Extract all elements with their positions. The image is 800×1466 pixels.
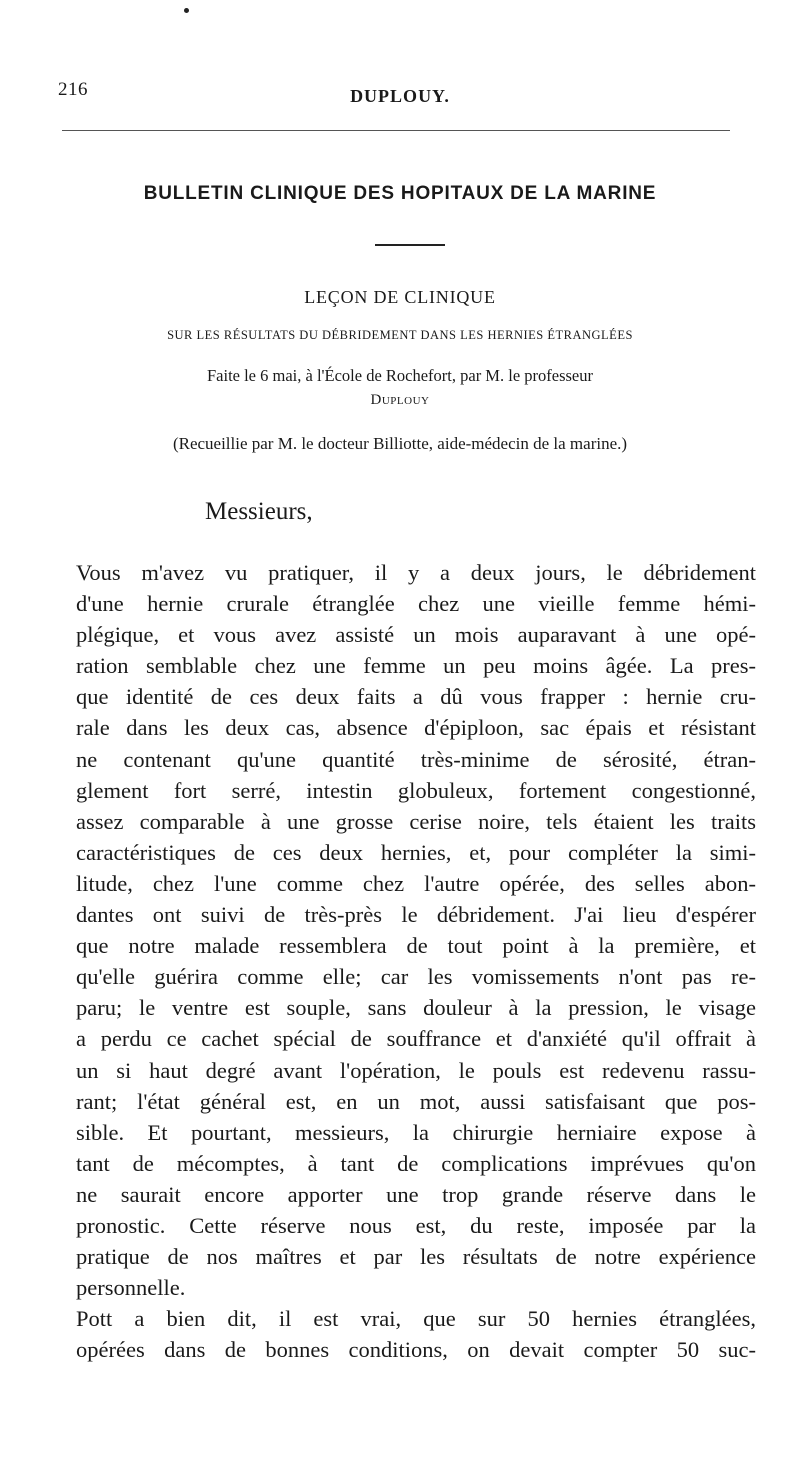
body-line: glement fort serré, intestin globuleux, fortement congestionné, [76, 777, 756, 803]
body-line: d'une hernie crurale étranglée chez une vieille femme hémi- [76, 591, 756, 617]
body-line: ration semblable chez une femme un peu moins âgée. La pres- [76, 653, 756, 679]
lesson-title: LEÇON DE CLINIQUE [304, 287, 496, 307]
body-line: un si haut degré avant l'opération, le pouls est redevenu rassu- [76, 1057, 756, 1083]
body-line: pratique de nos maîtres et par les résultats de notre expérience [76, 1244, 756, 1270]
body-line: litude, chez l'une comme chez l'autre opérée, des selles abon- [76, 870, 756, 896]
ink-speck [184, 8, 189, 13]
running-head: DUPLOUY. [350, 86, 450, 106]
body-line: opérées dans de bonnes conditions, on devait compter 50 suc- [76, 1337, 756, 1363]
body-line: Pott a bien dit, il est vrai, que sur 50 hernies étranglées, [76, 1306, 756, 1332]
page-number: 216 [58, 79, 88, 100]
lesson-subtitle: SUR LES RÉSULTATS DU DÉBRIDEMENT DANS LES HERNIES ÉTRANGLÉES [167, 328, 633, 342]
body-line: rant; l'état général est, en un mot, aussi satisfaisant que pos- [76, 1088, 756, 1114]
body-line: dantes ont suivi de très-près le débridement. J'ai lieu d'espérer [76, 902, 756, 928]
body-line: a perdu ce cachet spécial de souffrance et d'anxiété qu'il offrait à [76, 1026, 756, 1052]
section-title: BULLETIN CLINIQUE DES HOPITAUX DE LA MARINE [143, 183, 657, 204]
body-line: pronostic. Cette réserve nous est, du reste, imposée par la [76, 1212, 756, 1238]
body-line: qu'elle guérira comme elle; car les vomissements n'ont pas re- [76, 964, 756, 990]
body-line: que notre malade ressemblera de tout point à la première, et [76, 933, 756, 959]
body-line: sible. Et pourtant, messieurs, la chirurgie herniaire expose à [76, 1119, 756, 1145]
body-line: rale dans les deux cas, absence d'épiploon, sac épais et résistant [76, 715, 756, 741]
collected-by-note: (Recueillie par M. le docteur Billiotte, aide-médecin de la marine.) [172, 434, 628, 453]
header-rule [62, 130, 730, 131]
body-line: ne contenant qu'une quantité très-minime de sérosité, étran- [76, 746, 756, 772]
lesson-meta-line: Faite le 6 mai, à l'École de Rochefort, par M. le professeur [206, 366, 593, 385]
body-line: paru; le ventre est souple, sans douleur à la pression, le visage [76, 995, 756, 1021]
body-line: tant de mécomptes, à tant de complications imprévues qu'on [76, 1150, 756, 1176]
body-line: caractéristiques de ces deux hernies, et, pour compléter la simi- [76, 839, 756, 865]
body-line: plégique, et vous avez assisté un mois auparavant à une opé- [76, 622, 756, 648]
body-line: Vous m'avez vu pratiquer, il y a deux jours, le débridement [76, 560, 756, 585]
title-divider [375, 244, 445, 246]
salutation: Messieurs, [205, 498, 313, 525]
lesson-meta [0, 364, 800, 412]
lesson-author: Duplouy [370, 392, 430, 408]
body-text [76, 557, 756, 1365]
body-line: personnelle. [76, 1275, 186, 1301]
body-line: que identité de ces deux faits a dû vous frapper : hernie cru- [76, 684, 756, 710]
body-line: ne saurait encore apporter une trop grande réserve dans le [76, 1181, 756, 1207]
body-line: assez comparable à une grosse cerise noire, tels étaient les traits [76, 808, 756, 834]
